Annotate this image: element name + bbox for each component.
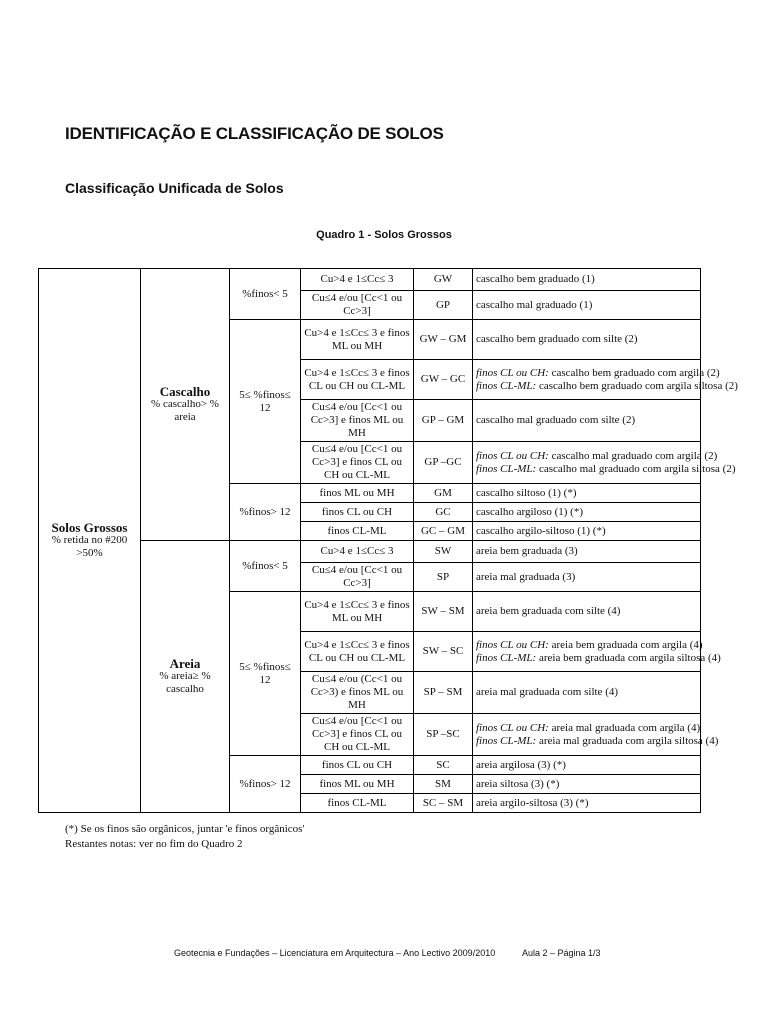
criteria-cell: Cu>4 e 1≤Cc≤ 3 e finos CL ou CH ou CL-ML — [301, 632, 414, 672]
description-cell: areia bem graduada (3) — [473, 541, 701, 563]
footer-page-number: Aula 2 – Página 1/3 — [522, 948, 601, 958]
description-text: areia mal graduada com argila (4) — [548, 721, 701, 734]
description-text: areia mal graduada com argila siltosa (4) — [536, 734, 719, 747]
symbol-cell: GW – GM — [414, 320, 473, 360]
fines-range-cell: %finos> 12 — [230, 484, 301, 541]
symbol-cell: GP – GM — [414, 400, 473, 442]
fines-qualifier: finos CL-ML: — [476, 734, 537, 747]
symbol-cell: GP –GC — [414, 442, 473, 484]
symbol-cell: SC – SM — [414, 794, 473, 813]
table-caption: Quadro 1 - Solos Grossos — [316, 229, 452, 241]
table-row — [39, 269, 701, 291]
description-cell — [473, 442, 736, 484]
description-cell: areia argilosa (3) (*) — [473, 756, 701, 775]
group-cell-solos-grossos — [39, 269, 141, 813]
fines-qualifier: finos CL ou CH: — [476, 449, 549, 462]
symbol-cell: GC – GM — [414, 522, 473, 541]
symbol-cell: GW — [414, 269, 473, 291]
subgroup-cell-areia — [141, 541, 230, 813]
criteria-cell: Cu>4 e 1≤Cc≤ 3 — [301, 541, 414, 563]
symbol-cell: SP – SM — [414, 672, 473, 714]
fines-range-cell: 5≤ %finos≤ 12 — [230, 320, 301, 484]
description-cell: areia bem graduada com silte (4) — [473, 592, 701, 632]
description-cell: areia argilo-siltosa (3) (*) — [473, 794, 701, 813]
fines-qualifier: finos CL ou CH: — [476, 721, 549, 734]
criteria-cell: Cu≤4 e/ou [Cc<1 ou Cc>3] — [301, 563, 414, 592]
description-cell: cascalho siltoso (1) (*) — [473, 484, 701, 503]
symbol-cell: SP –SC — [414, 714, 473, 756]
criteria-cell: Cu>4 e 1≤Cc≤ 3 — [301, 269, 414, 291]
description-text: cascalho bem graduado com argila siltosa (2) — [536, 379, 738, 392]
description-text: cascalho bem graduado com argila (2) — [548, 366, 720, 379]
symbol-cell: SC — [414, 756, 473, 775]
subgroup-name-cascalho: Cascalho — [159, 384, 211, 399]
description-cell — [473, 632, 721, 672]
symbol-cell: GC — [414, 503, 473, 522]
subgroup-cell-cascalho — [141, 269, 230, 541]
section-subtitle: Classificação Unificada de Solos — [65, 180, 284, 196]
description-cell: cascalho argilo-siltoso (1) (*) — [473, 522, 701, 541]
soil-classification-table — [38, 268, 738, 813]
symbol-cell: SW — [414, 541, 473, 563]
description-cell — [473, 714, 719, 756]
fines-qualifier: finos CL ou CH: — [476, 366, 549, 379]
description-text: cascalho mal graduado com argila (2) — [548, 449, 718, 462]
description-cell: areia mal graduada com silte (4) — [473, 672, 701, 714]
table-notes — [65, 822, 304, 852]
group-criterion: % retida no #200 >50% — [51, 534, 128, 559]
subgroup-criterion-areia: % areia≥ % cascalho — [159, 670, 211, 695]
fines-range-cell: %finos> 12 — [230, 756, 301, 813]
description-cell: cascalho bem graduado com silte (2) — [473, 320, 701, 360]
group-name: Solos Grossos — [51, 520, 128, 535]
description-cell: cascalho bem graduado (1) — [473, 269, 701, 291]
description-cell: areia mal graduada (3) — [473, 563, 701, 592]
fines-qualifier: finos CL ou CH: — [476, 638, 549, 651]
note-organic-fines: (*) Se os finos são orgânicos, juntar 'e finos orgânicos' — [65, 823, 305, 835]
fines-qualifier: finos CL-ML: — [476, 462, 537, 475]
description-text: areia bem graduada com argila (4) — [548, 638, 703, 651]
fines-range-cell: %finos< 5 — [230, 269, 301, 320]
criteria-cell: Cu≤4 e/ou (Cc<1 ou Cc>3) e finos ML ou MH — [301, 672, 414, 714]
criteria-cell: finos CL ou CH — [301, 756, 414, 775]
fines-qualifier: finos CL-ML: — [476, 651, 537, 664]
fines-range-cell: %finos< 5 — [230, 541, 301, 592]
note-see-quadro-2: Restantes notas: ver no fim do Quadro 2 — [65, 838, 243, 850]
fines-qualifier: finos CL-ML: — [476, 379, 537, 392]
description-cell: cascalho argiloso (1) (*) — [473, 503, 701, 522]
symbol-cell: SM — [414, 775, 473, 794]
criteria-cell: finos CL-ML — [301, 794, 414, 813]
footer-course: Geotecnia e Fundações – Licenciatura em Arquitectura – Ano Lectivo 2009/2010 — [174, 948, 496, 958]
symbol-cell: SW – SM — [414, 592, 473, 632]
subgroup-name-areia: Areia — [169, 656, 201, 671]
criteria-cell: Cu>4 e 1≤Cc≤ 3 e finos ML ou MH — [301, 320, 414, 360]
criteria-cell: finos CL-ML — [301, 522, 414, 541]
description-text: areia bem graduada com argila siltosa (4) — [536, 651, 721, 664]
criteria-cell: Cu≤4 e/ou [Cc<1 ou Cc>3] e finos CL ou CH ou CL-ML — [301, 442, 414, 484]
description-cell: cascalho mal graduado (1) — [473, 291, 701, 320]
subgroup-criterion-cascalho: % cascalho> % areia — [151, 398, 219, 423]
description-cell: areia siltosa (3) (*) — [473, 775, 701, 794]
description-cell — [473, 360, 738, 400]
criteria-cell: finos CL ou CH — [301, 503, 414, 522]
description-cell: cascalho mal graduado com silte (2) — [473, 400, 701, 442]
description-text: cascalho mal graduado com argila siltosa (2) — [536, 462, 736, 475]
symbol-cell: SW – SC — [414, 632, 473, 672]
criteria-cell: finos ML ou MH — [301, 775, 414, 794]
criteria-cell: Cu>4 e 1≤Cc≤ 3 e finos ML ou MH — [301, 592, 414, 632]
criteria-cell: Cu>4 e 1≤Cc≤ 3 e finos CL ou CH ou CL-ML — [301, 360, 414, 400]
fines-range-cell: 5≤ %finos≤ 12 — [230, 592, 301, 756]
symbol-cell: GP — [414, 291, 473, 320]
criteria-cell: Cu≤4 e/ou [Cc<1 ou Cc>3] e finos CL ou CH ou CL-ML — [301, 714, 414, 756]
symbol-cell: GW – GC — [414, 360, 473, 400]
criteria-cell: Cu≤4 e/ou [Cc<1 ou Cc>3] e finos ML ou MH — [301, 400, 414, 442]
criteria-cell: finos ML ou MH — [301, 484, 414, 503]
symbol-cell: GM — [414, 484, 473, 503]
page-title: IDENTIFICAÇÃO E CLASSIFICAÇÃO DE SOLOS — [65, 124, 444, 143]
criteria-cell: Cu≤4 e/ou [Cc<1 ou Cc>3] — [301, 291, 414, 320]
symbol-cell: SP — [414, 563, 473, 592]
